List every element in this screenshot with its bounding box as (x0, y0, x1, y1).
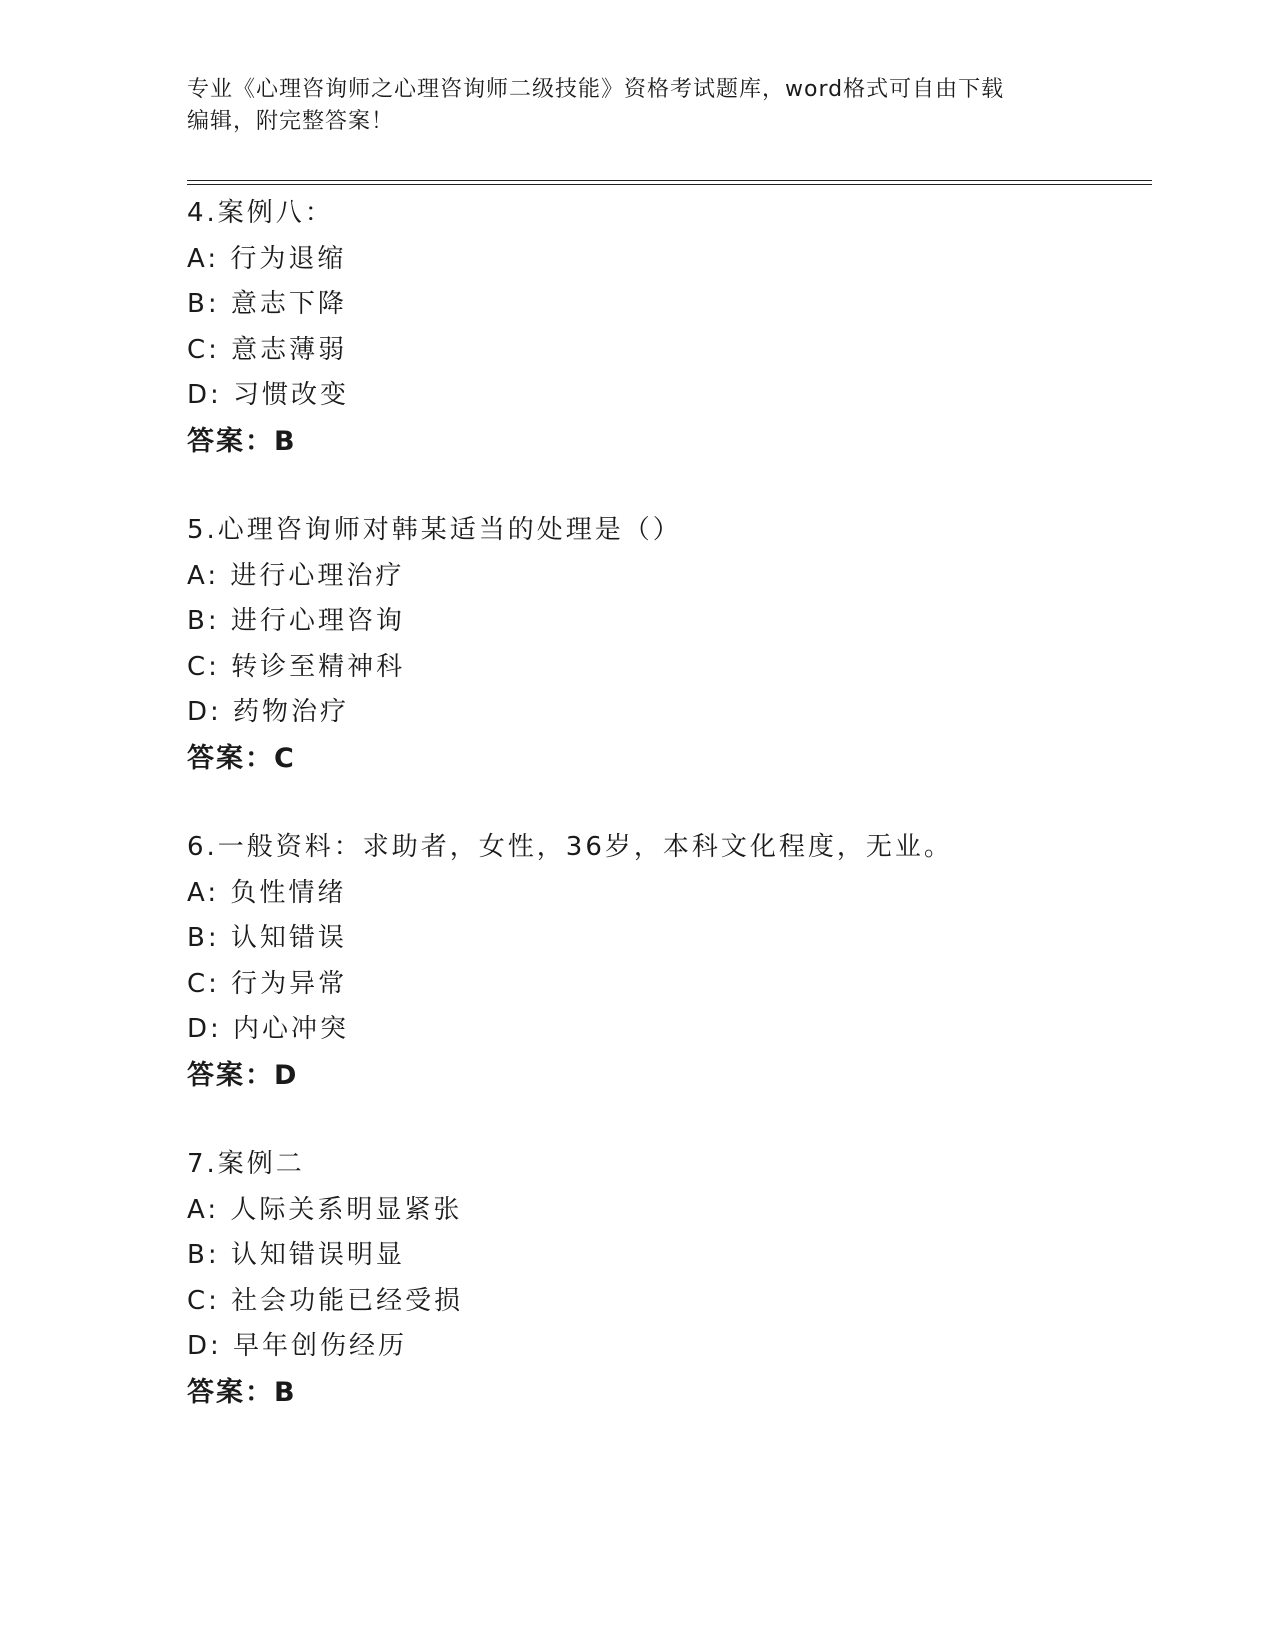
option-d: D: 习惯改变 (187, 380, 350, 410)
answer-text: 答案：D (187, 1059, 299, 1091)
question-stem: 4.案例八： (187, 198, 334, 228)
option-b: B: 意志下降 (187, 289, 347, 319)
option-a: A: 负性情绪 (187, 877, 347, 908)
header-line-1: 专业《心理咨询师之心理咨询师二级技能》资格考试题库，word格式可自由下载 (187, 77, 1005, 102)
option-c: C: 转诊至精神科 (187, 651, 406, 682)
header-line-2: 编辑，附完整答案！ (187, 109, 395, 134)
header-divider-top (187, 180, 1152, 181)
document-header (187, 74, 1067, 138)
option-b: B: 认知错误明显 (187, 1240, 405, 1270)
option-d: D: 药物治疗 (187, 697, 350, 727)
option-a: A: 进行心理治疗 (187, 560, 405, 591)
option-b: B: 认知错误 (187, 923, 347, 953)
question-item (187, 508, 1147, 781)
question-stem: 5.心理咨询师对韩某适当的处理是（） (187, 515, 682, 545)
option-b: B: 进行心理咨询 (187, 606, 405, 636)
question-item (187, 1142, 1147, 1415)
option-c: C: 社会功能已经受损 (187, 1285, 464, 1316)
option-d: D: 内心冲突 (187, 1014, 350, 1044)
option-a: A: 行为退缩 (187, 243, 347, 274)
option-d: D: 早年创伤经历 (187, 1331, 408, 1361)
option-c: C: 意志薄弱 (187, 334, 348, 365)
answer-text: 答案：B (187, 425, 297, 457)
question-item (187, 191, 1147, 464)
option-a: A: 人际关系明显紧张 (187, 1194, 463, 1225)
question-stem: 6.一般资料：求助者，女性，36岁，本科文化程度，无业。 (187, 832, 953, 862)
option-c: C: 行为异常 (187, 968, 348, 999)
question-item (187, 825, 1147, 1098)
header-divider-bottom (187, 184, 1152, 185)
answer-text: 答案：C (187, 742, 296, 774)
question-stem: 7.案例二 (187, 1149, 305, 1179)
answer-text: 答案：B (187, 1376, 297, 1408)
question-list (187, 191, 1147, 1459)
